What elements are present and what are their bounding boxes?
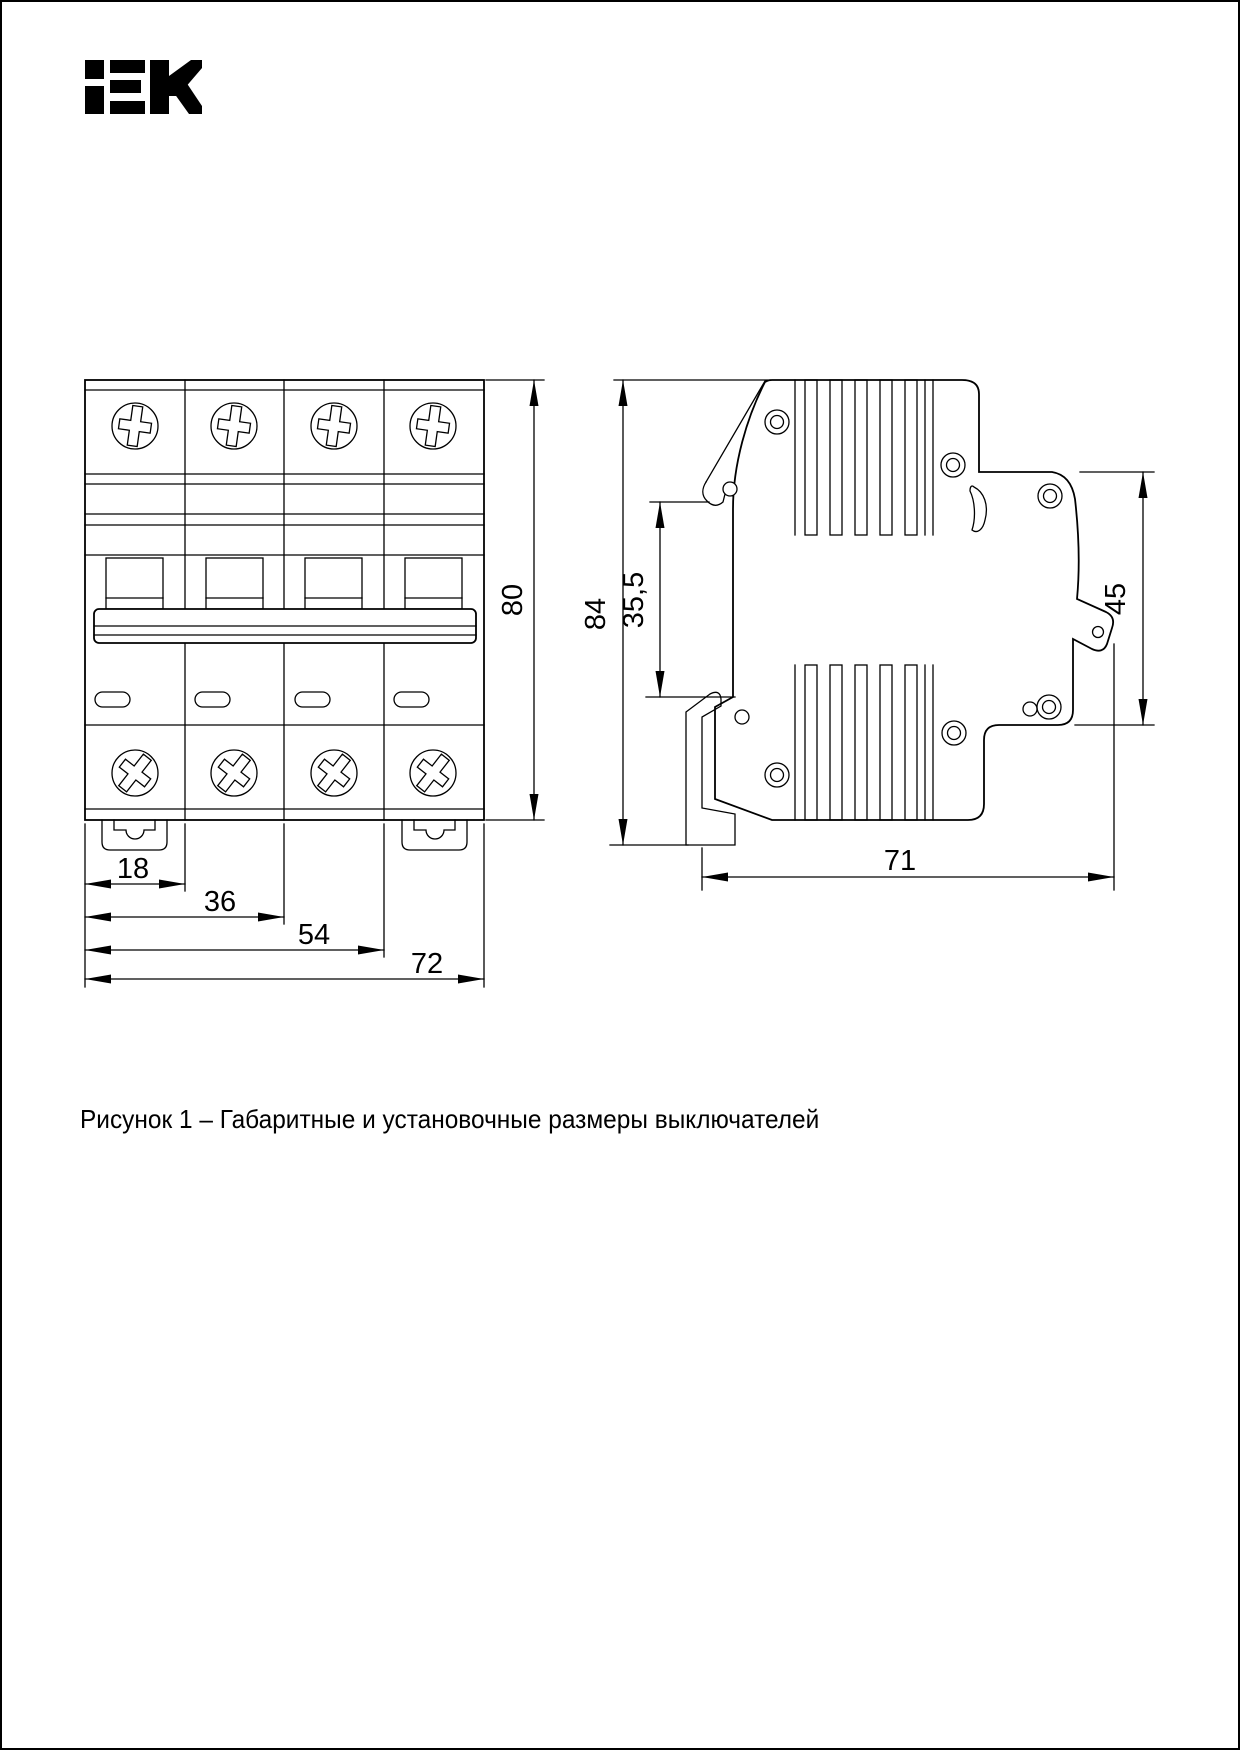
dim-label-18: 18 <box>116 853 150 885</box>
dim-label-36: 36 <box>203 886 237 918</box>
figure-caption: Рисунок 1 – Габаритные и установочные размеры выключателей <box>80 1104 820 1134</box>
side-view-drawing <box>686 380 1113 845</box>
dim-label-71: 71 <box>883 845 917 877</box>
dim-label-84: 84 <box>580 597 612 631</box>
front-view-drawing <box>85 380 484 850</box>
dim-label-72: 72 <box>410 948 444 980</box>
dimension-drawing <box>2 2 1240 1750</box>
dim-label-35-5: 35,5 <box>618 571 650 629</box>
dim-label-54: 54 <box>297 919 331 951</box>
iek-logo-icon <box>85 60 202 114</box>
dim-label-45: 45 <box>1100 582 1132 616</box>
dim-label-80: 80 <box>497 583 529 617</box>
